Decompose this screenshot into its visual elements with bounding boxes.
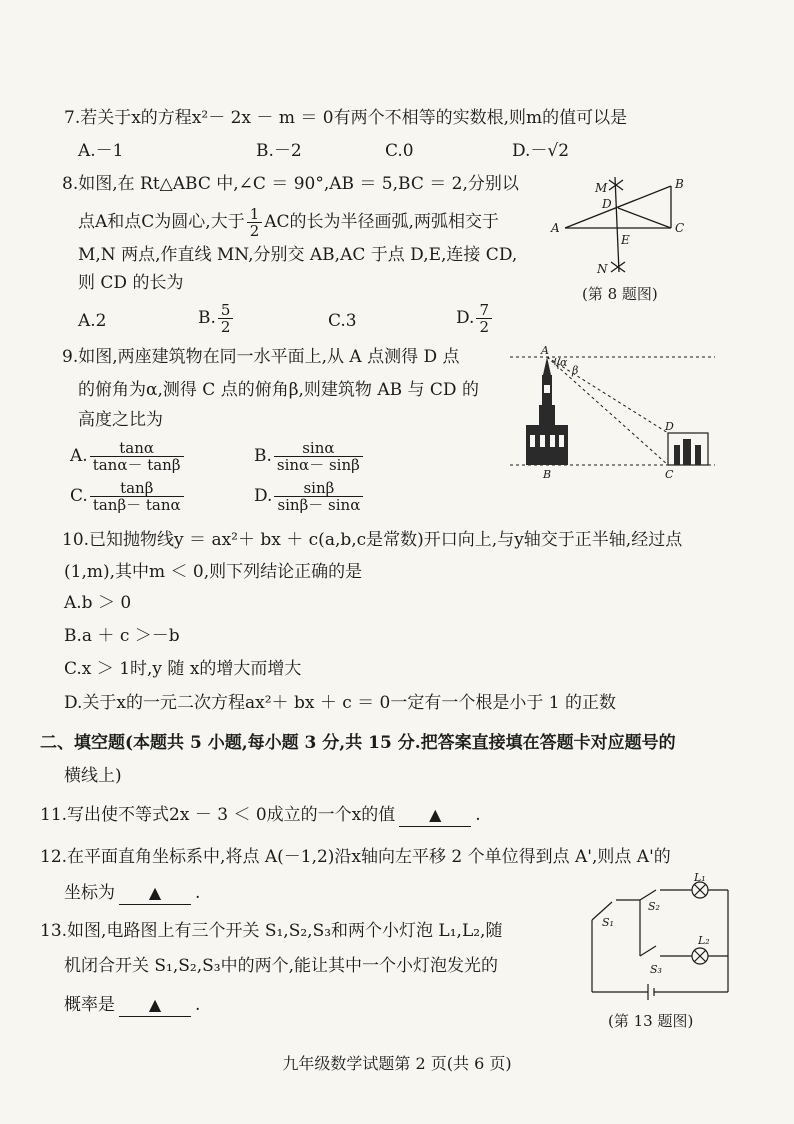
q9-option-c-prefix: C. — [70, 486, 88, 506]
label-s2: S₂ — [648, 900, 660, 913]
label-l2: L₂ — [698, 934, 710, 947]
angle-alpha-arc — [555, 358, 556, 365]
label-alpha: α — [560, 356, 568, 369]
q8-line-2 — [78, 206, 499, 239]
q8-line-1: 8.如图,在 Rt△ABC 中,∠C ＝ 90°,AB ＝ 5,BC ＝ 2,分别以 — [62, 174, 519, 194]
q12-end: . — [195, 883, 201, 903]
line-mn — [615, 177, 619, 272]
switch-s3 — [640, 946, 656, 956]
q8-caption: (第 8 题图) — [582, 285, 658, 303]
q9-option-b-num: sinα — [274, 440, 363, 457]
q8-line-3: M,N 两点,作直线 MN,分别交 AB,AC 于点 D,E,连接 CD, — [78, 245, 518, 265]
q12-text: 坐标为 — [64, 883, 115, 903]
q9-option-c-num: tanβ — [90, 480, 184, 497]
q8-frac-num: 1 — [247, 206, 263, 223]
q9-option-b — [254, 440, 365, 473]
q9-option-c-den: tanβ－ tanα — [92, 496, 181, 514]
page-footer: 九年级数学试题第 2 页(共 6 页) — [282, 1054, 512, 1073]
label-beta: β — [572, 364, 579, 377]
label-a: A — [541, 344, 549, 357]
q7-option-d: D.－√2 — [512, 141, 570, 161]
q9-option-d — [254, 480, 365, 513]
q8-option-d — [456, 302, 494, 335]
q8-option-b-prefix: B. — [198, 308, 216, 328]
q8-line-4: 则 CD 的长为 — [78, 273, 184, 293]
q13-line-1: 13.如图,电路图上有三个开关 S₁,S₂,S₃和两个小灯泡 L₁,L₂,随 — [40, 921, 503, 941]
section-2-header-line-2: 横线上) — [64, 766, 122, 786]
q8-option-d-den: 2 — [479, 318, 489, 336]
q7-option-c: C.0 — [385, 141, 414, 161]
segment-cd — [618, 208, 671, 228]
label-s3: S₃ — [650, 963, 662, 976]
q9-option-b-den: sinα－ sinβ — [276, 456, 360, 474]
label-a: A — [551, 221, 560, 235]
section-2-header: 二、填空题(本题共 5 小题,每小题 3 分,共 15 分.把答案直接填在答题卡对应题号的 — [40, 733, 676, 753]
q7-option-a: A.－1 — [78, 141, 124, 161]
q9-option-d-num: sinβ — [274, 480, 363, 497]
q13-end: . — [195, 995, 201, 1015]
answer-blank: ▲ — [399, 804, 471, 827]
q13-circuit-figure — [580, 871, 740, 1002]
q8-option-a: A.2 — [78, 311, 107, 331]
q9-option-a — [70, 440, 186, 473]
tower-building — [526, 357, 568, 465]
q9-option-a-num: tanα — [90, 440, 184, 457]
q13-line-2: 机闭合开关 S₁,S₂,S₃中的两个,能让其中一个小灯泡发光的 — [64, 956, 498, 976]
label-n: N — [597, 262, 608, 276]
q7-stem: 7.若关于x的方程x²－ 2x － m ＝ 0有两个不相等的实数根,则m的值可以是 — [64, 108, 628, 128]
small-building — [668, 433, 708, 465]
q11-text: 11.写出使不等式2x － 3 ＜ 0成立的一个x的值 — [40, 805, 396, 825]
q13-caption: (第 13 题图) — [608, 1012, 694, 1030]
label-c: C — [665, 468, 674, 481]
q8-option-b — [198, 302, 235, 335]
q13-line-3 — [64, 994, 200, 1017]
label-s1: S₁ — [602, 916, 614, 929]
q10-option-c: C.x ＞ 1时,y 随 x的增大而增大 — [64, 659, 302, 679]
q10-option-d: D.关于x的一元二次方程ax²＋ bx ＋ c ＝ 0一定有一个根是小于 1 的正数 — [64, 693, 617, 713]
label-c: C — [675, 221, 685, 235]
label-d: D — [602, 197, 612, 211]
q9-option-a-prefix: A. — [70, 446, 88, 466]
q9-line-2: 的俯角为α,测得 C 点的俯角β,则建筑物 AB 与 CD 的 — [78, 380, 479, 400]
q9-option-d-prefix: D. — [254, 486, 273, 506]
label-e: E — [621, 233, 630, 247]
q12-line-2 — [64, 882, 200, 905]
q9-option-c — [70, 480, 186, 513]
q11-end: . — [475, 805, 481, 825]
q10-option-a: A.b ＞ 0 — [64, 593, 132, 613]
q8-option-b-num: 5 — [218, 302, 234, 319]
q8-option-d-prefix: D. — [456, 308, 475, 328]
q8-frac-den: 2 — [249, 222, 260, 240]
q8-line-2-a: 点A和点C为圆心,大于 — [78, 212, 245, 232]
q11 — [40, 804, 481, 827]
label-b: B — [543, 468, 552, 481]
q7-option-b: B.－2 — [256, 141, 302, 161]
q8-fraction — [247, 206, 263, 239]
q8-option-c: C.3 — [328, 311, 357, 331]
q9-option-a-den: tanα－ tanβ — [92, 456, 181, 474]
q8-option-d-num: 7 — [476, 302, 492, 319]
q9-option-d-den: sinβ－ sinα — [277, 496, 361, 514]
q9-line-1: 9.如图,两座建筑物在同一水平面上,从 A 点测得 D 点 — [62, 347, 460, 367]
q8-option-b-den: 2 — [220, 318, 231, 336]
switch-s2 — [640, 890, 656, 900]
q8-line-2-b: AC的长为半径画弧,两弧相交于 — [264, 212, 499, 232]
q8-figure — [545, 172, 695, 282]
label-b: B — [675, 177, 684, 191]
q10-line-2: (1,m),其中m ＜ 0,则下列结论正确的是 — [64, 562, 363, 582]
answer-blank: ▲ — [119, 994, 191, 1017]
label-l1: L₁ — [694, 871, 706, 884]
q13-text: 概率是 — [64, 995, 115, 1015]
q9-line-3: 高度之比为 — [78, 410, 163, 430]
label-d: D — [665, 420, 674, 433]
q12-line-1: 12.在平面直角坐标系中,将点 A(－1,2)沿x轴向左平移 2 个单位得到点 A',则点 A'的 — [40, 847, 671, 867]
q9-figure — [500, 345, 730, 480]
q9-option-b-prefix: B. — [254, 446, 272, 466]
q10-option-b: B.a ＋ c ＞－b — [64, 626, 180, 646]
answer-blank: ▲ — [119, 882, 191, 905]
q10-line-1: 10.已知抛物线y ＝ ax²＋ bx ＋ c(a,b,c是常数)开口向上,与y轴交于正半轴,经过点 — [62, 530, 683, 550]
label-m: M — [595, 181, 608, 195]
